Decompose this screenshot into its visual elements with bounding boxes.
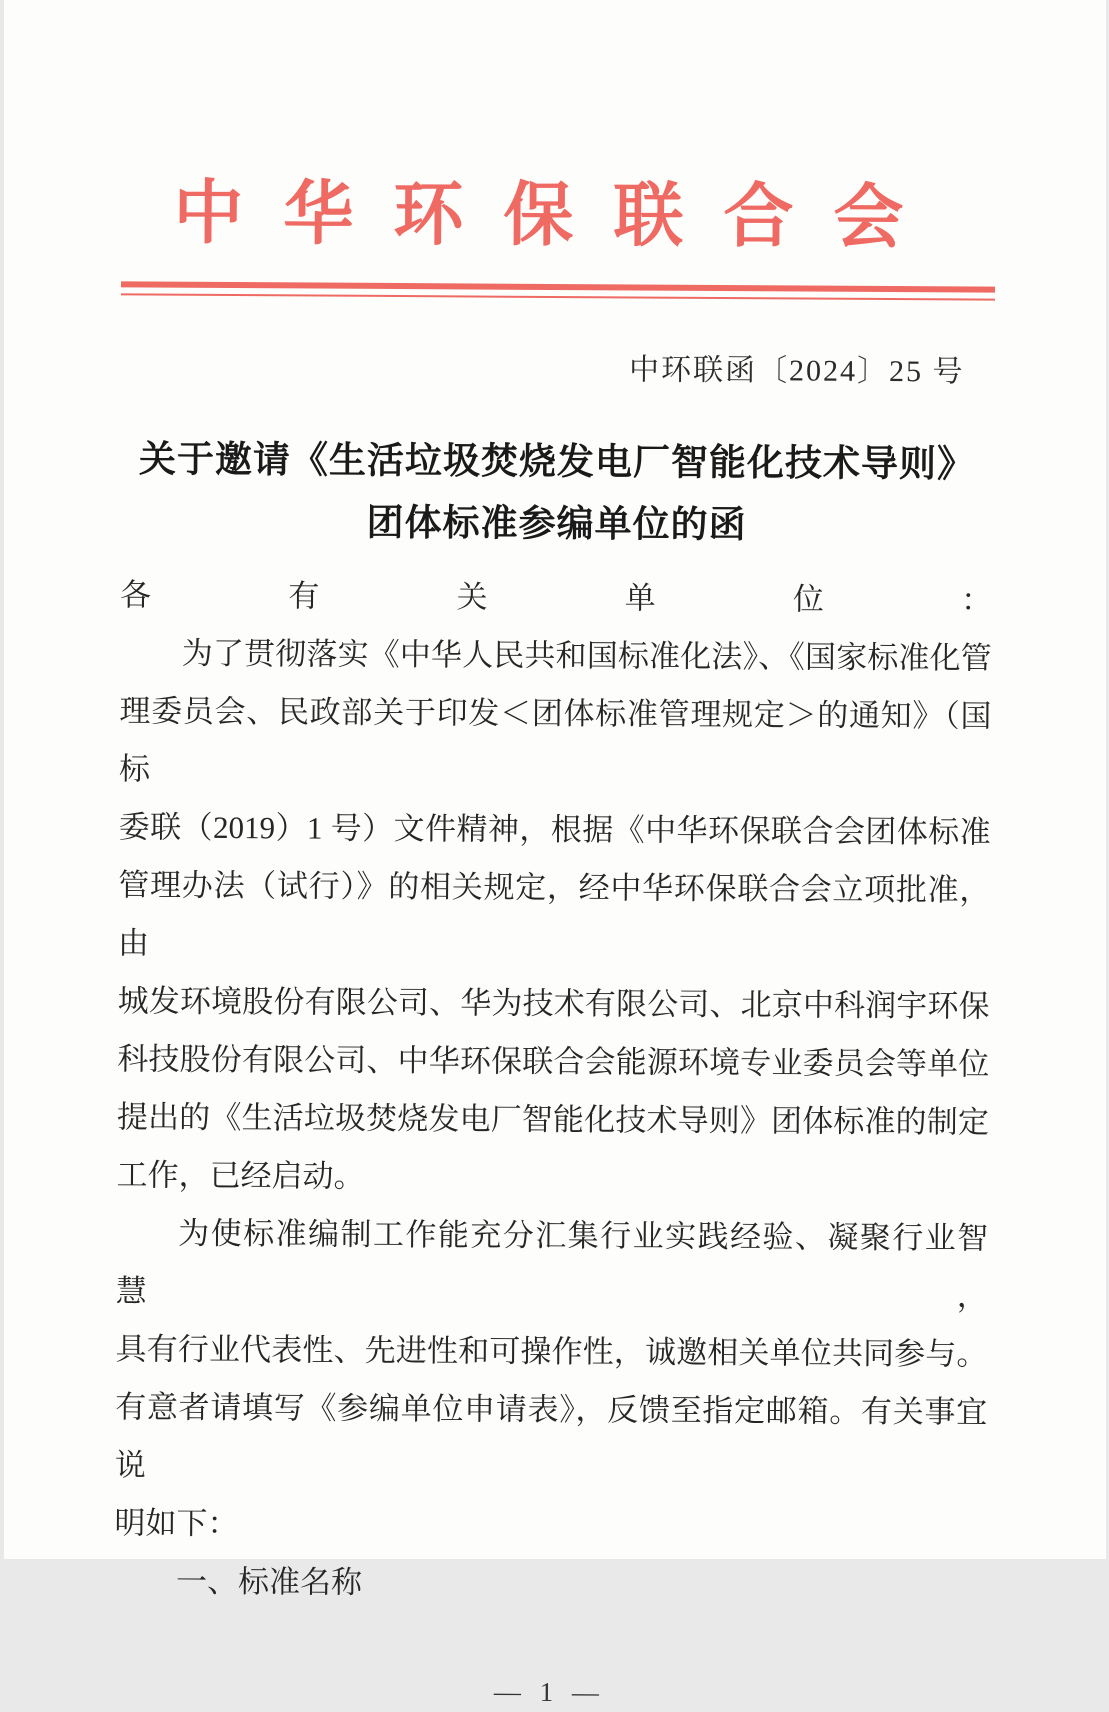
body-line: 理委员会、民政部关于印发＜团体标准管理规定＞的通知》（国标 — [118, 693, 992, 787]
document-page — [4, 0, 1106, 1708]
paragraph — [116, 624, 992, 1209]
page-number: — 1 — — [493, 1676, 605, 1708]
paragraph — [114, 1204, 988, 1557]
body-line: 有意者请填写《参编单位申请表》，反馈至指定邮箱。有关事宜说 — [114, 1389, 987, 1483]
document-title-line2: 团体标准参编单位的函 — [365, 502, 747, 547]
body-line: 具有行业代表性、先进性和可操作性，诚邀相关单位共同参与。 — [114, 1331, 988, 1372]
letterhead-org-title: 中华环保联合会 — [172, 175, 944, 258]
body-line: 工作，已经启动。 — [115, 1157, 365, 1194]
body-line: 明如下： — [113, 1505, 239, 1542]
body-line: 科技股份有限公司、中华环保联合会能源环境专业委员会等单位 — [116, 1041, 989, 1082]
divider-thin-line — [120, 293, 994, 300]
body-line: 城发环境股份有限公司、华为技术有限公司、北京中科润宇环保 — [117, 983, 990, 1024]
body-line: 为了贯彻落实《中华人民共和国标准化法》、《国家标准化管 — [181, 635, 992, 676]
document-number: 中环联函〔2024〕25 号 — [628, 353, 965, 389]
paragraph — [113, 1552, 985, 1615]
body-line: 一、标准名称 — [175, 1563, 362, 1600]
letter-body — [113, 566, 991, 1615]
letterhead-divider — [120, 281, 994, 300]
document-title-line1: 关于邀请《生活垃圾焚烧发电厂智能化技术导则》 — [138, 439, 975, 486]
body-line: 管理办法（试行）》的相关规定，经中华环保联合会立项批准，由 — [117, 867, 990, 961]
document-title — [5, 429, 1108, 560]
body-line: 提出的《生活垃圾焚烧发电厂智能化技术导则》团体标准的制定 — [116, 1099, 989, 1140]
divider-thick-line — [121, 281, 995, 292]
body-line: 为使标准编制工作能充分汇集行业实践经验、凝聚行业智慧， — [115, 1215, 988, 1314]
body-line: 委联（2019）1 号）文件精神，根据《中华环保联合会团体标准 — [118, 809, 991, 850]
body-paragraphs — [113, 624, 991, 1615]
salutation: 各有关单位： — [119, 577, 992, 618]
